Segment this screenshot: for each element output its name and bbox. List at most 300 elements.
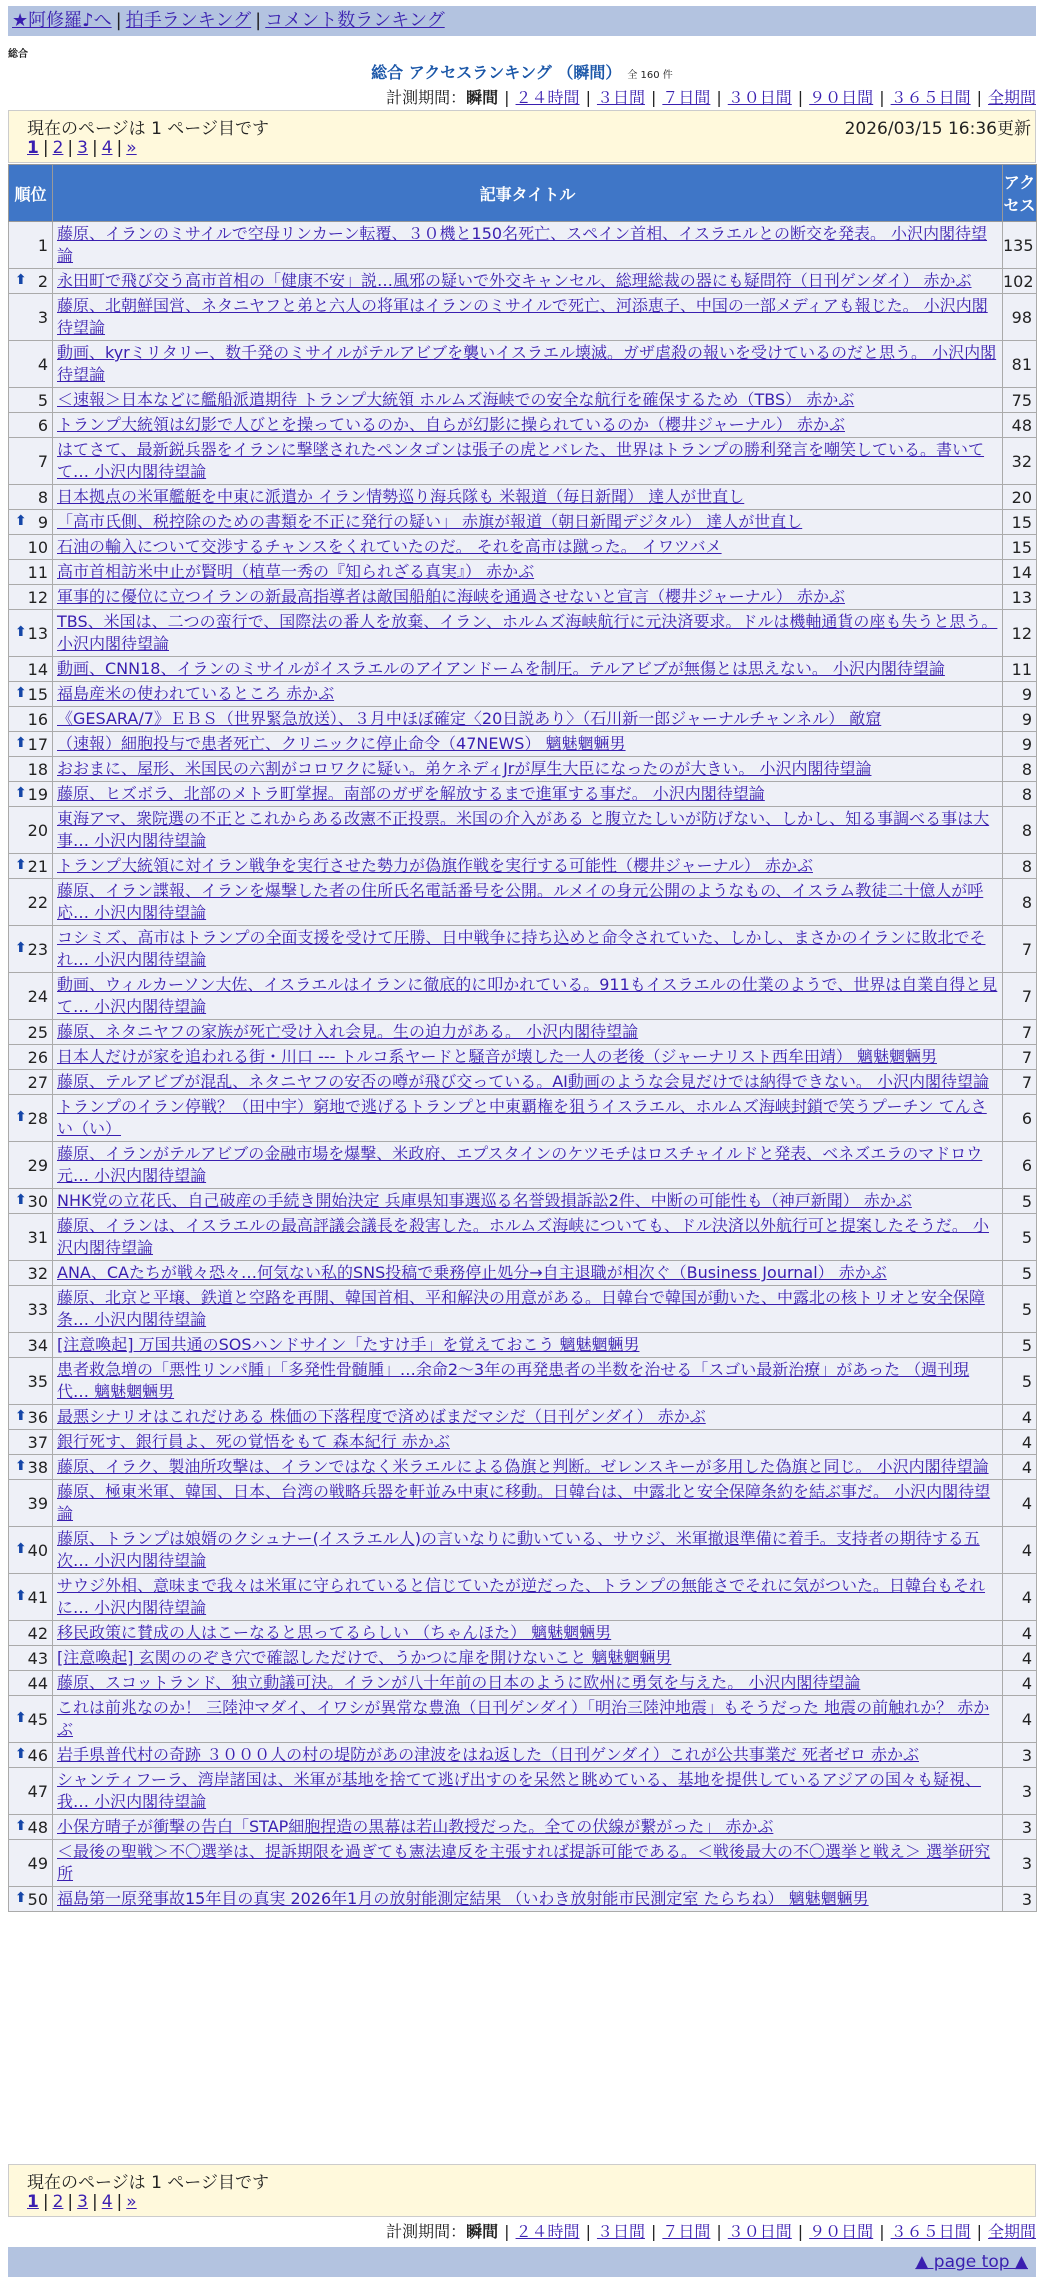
rank-number: 41 <box>27 1587 48 1607</box>
title-cell <box>53 1286 1003 1333</box>
title-cell <box>53 510 1003 535</box>
rank-cell <box>9 732 53 757</box>
separator: | <box>42 138 49 158</box>
separator: | <box>879 88 885 107</box>
access-count: 15 <box>1003 510 1037 535</box>
table-row <box>9 1430 1037 1455</box>
access-count: 3 <box>1003 1815 1037 1840</box>
title-cell <box>53 1696 1003 1743</box>
title-cell <box>53 1815 1003 1840</box>
next-page-link[interactable]: » <box>126 2192 137 2212</box>
title-cell <box>53 222 1003 269</box>
article-link[interactable]: ＜速報＞日本などに艦船派遣期待 トランプ大統領 ホルムズ海峡での安全な航行を確保するため（TBS） 赤かぶ <box>57 390 855 409</box>
rank-number: 8 <box>37 487 48 507</box>
title-cell <box>53 1020 1003 1045</box>
table-row <box>9 485 1037 510</box>
separator: | <box>255 10 262 31</box>
table-row <box>9 610 1037 657</box>
rank-cell <box>9 1286 53 1333</box>
title-cell <box>53 1045 1003 1070</box>
title-cell <box>53 610 1003 657</box>
rank-up-arrow-icon: ⬆ <box>15 1817 27 1834</box>
access-count: 5 <box>1003 1286 1037 1333</box>
rank-number: 5 <box>37 390 48 410</box>
separator: | <box>504 88 510 107</box>
access-count: 3 <box>1003 1743 1037 1768</box>
rank-up-arrow-icon: ⬆ <box>15 1108 27 1125</box>
separator: | <box>585 2222 591 2241</box>
rank-number: 46 <box>27 1745 48 1765</box>
separator: | <box>67 138 74 158</box>
rank-number: 35 <box>27 1371 48 1391</box>
article-link[interactable]: 最悪シナリオはこれだけある 株価の下落程度で済めばまだマシだ（日刊ゲンダイ） 赤かぶ <box>57 1407 706 1426</box>
rank-cell <box>9 1189 53 1214</box>
title-cell <box>53 1455 1003 1480</box>
rank-cell <box>9 1045 53 1070</box>
table-row <box>9 585 1037 610</box>
table-row <box>9 341 1037 388</box>
rank-up-arrow-icon: ⬆ <box>15 512 27 529</box>
article-link[interactable]: ＜最後の聖戦＞不〇選挙は、提訴期限を過ぎても憲法違反を主張すれば提訴可能である。＜戦後最大の不〇選挙と戦え＞ 選挙研究所 <box>57 1842 991 1883</box>
table-row <box>9 1455 1037 1480</box>
access-count: 8 <box>1003 879 1037 926</box>
period-option-link[interactable]: ３日間 <box>596 88 645 107</box>
title-cell <box>53 1430 1003 1455</box>
article-link[interactable]: 移民政策に賛成の人はこーなると思ってるらしい （ちゃんほた） 魑魅魍魎男 <box>57 1623 612 1642</box>
period-option-link[interactable]: ９０日間 <box>809 2222 874 2241</box>
title-cell <box>53 1333 1003 1358</box>
access-count: 14 <box>1003 560 1037 585</box>
title-cell <box>53 1621 1003 1646</box>
table-row <box>9 535 1037 560</box>
article-link[interactable]: 《GESARA/7》ＥＢＳ（世界緊急放送）、３月中ほぼ確定〈20日説あり〉（石川新一郎ジャーナルチャンネル） 敵窟 <box>57 709 882 728</box>
ranking-table <box>8 164 1037 1912</box>
page-link[interactable]: 3 <box>77 2192 88 2212</box>
table-row <box>9 1214 1037 1261</box>
rank-cell <box>9 1671 53 1696</box>
article-link[interactable]: 「高市氏側、税控除のための書類を不正に発行の疑い」 赤旗が報道（朝日新聞デジタル） 達人が世直し <box>57 512 803 531</box>
rank-up-arrow-icon: ⬆ <box>15 1889 27 1906</box>
article-link[interactable]: 藤原、イランがテルアビブの金融市場を爆撃、米政府、エプスタインのケツモチはロスチャイルドと発表、ベネズエラのマドロウ元… 小沢内閣待望論 <box>57 1144 983 1185</box>
title-cell <box>53 413 1003 438</box>
title-cell <box>53 1095 1003 1142</box>
access-count: 8 <box>1003 854 1037 879</box>
rank-number: 2 <box>37 271 48 291</box>
title-cell <box>53 1358 1003 1405</box>
article-link[interactable]: NHK党の立花氏、自己破産の手続き開始決定 兵庫県知事選巡る名誉毀損訴訟2件、中断の可能性も（神戸新聞） 赤かぶ <box>57 1191 912 1210</box>
access-count: 3 <box>1003 1768 1037 1815</box>
separator: | <box>504 2222 510 2241</box>
rank-cell <box>9 269 53 294</box>
article-link[interactable]: おおまに、屋形、米国民の六割がコロワクに疑い。弟ケネディJrが厚生大臣になったのが大きい。 小沢内閣待望論 <box>57 759 872 778</box>
rank-number: 44 <box>27 1673 48 1693</box>
rank-cell <box>9 1095 53 1142</box>
access-count: 5 <box>1003 1189 1037 1214</box>
title-cell <box>53 388 1003 413</box>
rank-cell <box>9 757 53 782</box>
access-count: 7 <box>1003 1045 1037 1070</box>
rank-number: 30 <box>27 1191 48 1211</box>
rank-number: 27 <box>27 1072 48 1092</box>
separator: | <box>976 2222 982 2241</box>
title-cell <box>53 585 1003 610</box>
access-count: 6 <box>1003 1142 1037 1189</box>
title-cell <box>53 1070 1003 1095</box>
access-count: 5 <box>1003 1358 1037 1405</box>
table-row <box>9 1480 1037 1527</box>
title-cell <box>53 341 1003 388</box>
rank-cell <box>9 657 53 682</box>
page-top-link[interactable]: ▲ page top ▲ <box>915 2252 1028 2272</box>
article-link[interactable]: （速報）細胞投与で患者死亡、クリニックに停止命令（47NEWS） 魑魅魍魎男 <box>57 734 626 753</box>
top-nav-bar <box>8 6 1036 36</box>
access-count: 4 <box>1003 1671 1037 1696</box>
page-link[interactable]: 1 <box>27 138 39 158</box>
separator: | <box>42 2192 49 2212</box>
rank-number: 38 <box>27 1457 48 1477</box>
rank-number: 39 <box>27 1493 48 1513</box>
header-title: 記事タイトル <box>53 165 1003 222</box>
table-row <box>9 438 1037 485</box>
rank-up-arrow-icon: ⬆ <box>15 1457 27 1474</box>
rank-number: 6 <box>37 415 48 435</box>
article-link[interactable]: 藤原、スコットランド、独立動議可決。イランが八十年前の日本のように欧州に勇気を与えた。 小沢内閣待望論 <box>57 1673 861 1692</box>
article-link[interactable]: 動画、CNN18、イランのミサイルがイスラエルのアイアンドームを制圧。テルアビブが無傷とは思えない。 小沢内閣待望論 <box>57 659 945 678</box>
title-cell <box>53 682 1003 707</box>
article-link[interactable]: 福島第一原発事故15年目の真実 2026年1月の放射能測定結果 （いわき放射能市民測定室 たらちね） 魑魅魍魎男 <box>57 1889 869 1908</box>
article-link[interactable]: 藤原、トランプは娘婿のクシュナー(イスラエル人)の言いなりに動いている、サウジ、米軍撤退準備に着手。支持者の期待する五次… 小沢内閣待望論 <box>57 1529 980 1570</box>
page-title <box>0 60 1044 83</box>
category-label: 総合 <box>8 49 28 60</box>
table-row <box>9 1286 1037 1333</box>
rank-up-arrow-icon: ⬆ <box>15 684 27 701</box>
access-count: 4 <box>1003 1696 1037 1743</box>
rank-up-arrow-icon: ⬆ <box>15 623 27 640</box>
page-info: 現在のページは 1 ページ目です <box>27 119 269 139</box>
title-cell <box>53 294 1003 341</box>
article-link[interactable]: 藤原、イランのミサイルで空母リンカーン転覆、３０機と150名死亡、スペイン首相、イスラエルとの断交を発表。 小沢内閣待望論 <box>57 224 988 265</box>
access-count: 8 <box>1003 782 1037 807</box>
rank-number: 9 <box>37 512 48 532</box>
rank-cell <box>9 1743 53 1768</box>
article-link[interactable]: サウジ外相、意味まで我々は米軍に守られていると信じていたが逆だった、トランプの無能さでそれに気がついた。日韓台もそれに… 小沢内閣待望論 <box>57 1576 986 1617</box>
rank-cell <box>9 1261 53 1286</box>
rank-up-arrow-icon: ⬆ <box>15 1191 27 1208</box>
separator: | <box>716 88 722 107</box>
rank-cell <box>9 1815 53 1840</box>
table-row <box>9 294 1037 341</box>
title-cell <box>53 926 1003 973</box>
table-row <box>9 1768 1037 1815</box>
period-selector-bottom <box>386 2219 1036 2242</box>
bottom-bar <box>8 2247 1036 2277</box>
table-row <box>9 879 1037 926</box>
rank-number: 25 <box>27 1022 48 1042</box>
article-link[interactable]: 永田町で飛び交う高市首相の「健康不安」説…風邪の疑いで外交キャンセル、総理総裁の器にも疑問符（日刊ゲンダイ） 赤かぶ <box>57 271 972 290</box>
access-count: 7 <box>1003 973 1037 1020</box>
rank-up-arrow-icon: ⬆ <box>15 271 27 288</box>
title-cell <box>53 1671 1003 1696</box>
rank-cell <box>9 1646 53 1671</box>
article-link[interactable]: トランプ大統領に対イラン戦争を実行させた勢力が偽旗作戦を実行する可能性（櫻井ジャーナル） 赤かぶ <box>57 856 813 875</box>
table-row <box>9 1070 1037 1095</box>
access-count: 9 <box>1003 732 1037 757</box>
separator: | <box>91 2192 98 2212</box>
separator: | <box>67 2192 74 2212</box>
header-rank: 順位 <box>9 165 53 222</box>
page-link[interactable]: 2 <box>52 138 64 158</box>
article-link[interactable]: 日本拠点の米軍艦艇を中東に派遣か イラン情勢巡り海兵隊も 米報道（毎日新聞） 達人が世直し <box>57 487 745 506</box>
period-option-link[interactable]: ３日間 <box>596 2222 645 2241</box>
period-option-link[interactable]: ９０日間 <box>809 88 874 107</box>
article-link[interactable]: [注意喚起] 玄関ののぞき穴で確認しただけで、うかつに扉を開けないこと 魑魅魍魎男 <box>57 1648 672 1667</box>
rank-cell <box>9 294 53 341</box>
article-link[interactable]: 藤原、北朝鮮国営、ネタニヤフと弟と六人の将軍はイランのミサイルで死亡、河添恵子、中国の一部メディアも報じた。 小沢内閣待望論 <box>57 296 988 337</box>
access-count: 4 <box>1003 1480 1037 1527</box>
article-link[interactable]: 藤原、北京と平壌、鉄道と空路を再開、韓国首相、平和解決の用意がある。日韓台で韓国が動いた、中露北の核トリオと安全保障条… 小沢内閣待望論 <box>57 1288 985 1329</box>
rank-cell <box>9 388 53 413</box>
title-cell <box>53 732 1003 757</box>
page-link[interactable]: 4 <box>101 138 113 158</box>
rank-number: 4 <box>37 354 48 374</box>
article-link[interactable]: TBS、米国は、二つの蛮行で、国際法の番人を放棄、イラン、ホルムズ海峡航行に元決済要求。ドルは機軸通貨の座も失うと思う。 小沢内閣待望論 <box>57 612 998 653</box>
title-cell <box>53 438 1003 485</box>
title-cell <box>53 879 1003 926</box>
rank-number: 33 <box>27 1299 48 1319</box>
rank-number: 50 <box>27 1889 48 1909</box>
title-cell <box>53 560 1003 585</box>
period-option-current: 瞬間 <box>466 88 499 107</box>
table-row <box>9 1621 1037 1646</box>
table-row <box>9 973 1037 1020</box>
table-row <box>9 1333 1037 1358</box>
rank-number: 7 <box>37 451 48 471</box>
separator: | <box>115 10 122 31</box>
access-count: 3 <box>1003 1887 1037 1912</box>
page-links <box>27 138 137 158</box>
rank-cell <box>9 1480 53 1527</box>
title-cell <box>53 1261 1003 1286</box>
rank-number: 3 <box>37 307 48 327</box>
access-count: 75 <box>1003 388 1037 413</box>
rank-cell <box>9 413 53 438</box>
access-count: 13 <box>1003 585 1037 610</box>
article-link[interactable]: 藤原、イラン諜報、イランを爆撃した者の住所氏名電話番号を公開。ルメイの身元公開のようなもの、イスラム教徒二十億人が呼応… 小沢内閣待望論 <box>57 881 984 922</box>
updated-time: 2026/03/15 16:36更新 <box>844 119 1031 139</box>
article-link[interactable]: 動画、kyrミリタリー、数千発のミサイルがテルアビブを襲いイスラエル壊滅。ガザ虐殺の報いを受けているのだと思う。 小沢内閣待望論 <box>57 343 997 384</box>
separator: | <box>716 2222 722 2241</box>
rank-cell <box>9 560 53 585</box>
rank-number: 36 <box>27 1407 48 1427</box>
article-link[interactable]: 銀行死す、銀行員よ、死の覚悟をもて 森本紀行 赤かぶ <box>57 1432 450 1451</box>
rank-cell <box>9 1840 53 1887</box>
rank-up-arrow-icon: ⬆ <box>15 939 27 956</box>
access-count: 81 <box>1003 341 1037 388</box>
separator: | <box>650 2222 657 2241</box>
rank-number: 13 <box>27 623 48 643</box>
rank-cell <box>9 1455 53 1480</box>
rank-number: 43 <box>27 1648 48 1668</box>
title-cell <box>53 1646 1003 1671</box>
article-link[interactable]: ANA、CAたちが戦々恐々…何気ない私的SNS投稿で乗務停止処分→自主退職が相次ぐ（Business Journal） 赤かぶ <box>57 1263 887 1282</box>
period-option-link[interactable]: ２４時間 <box>515 88 580 107</box>
pager-top <box>8 110 1036 163</box>
rank-up-arrow-icon: ⬆ <box>15 734 27 751</box>
article-link[interactable]: 藤原、テルアビブが混乱、ネタニヤフの安否の噂が飛び交っている。AI動画のような会見だけでは納得できない。 小沢内閣待望論 <box>57 1072 989 1091</box>
rank-number: 14 <box>27 659 48 679</box>
rank-cell <box>9 1214 53 1261</box>
period-option-link[interactable]: 全期間 <box>987 2222 1036 2241</box>
table-row <box>9 388 1037 413</box>
title-cell <box>53 269 1003 294</box>
period-option-link[interactable]: ３０日間 <box>727 88 792 107</box>
access-count: 4 <box>1003 1621 1037 1646</box>
rank-number: 21 <box>27 856 48 876</box>
period-selector-top <box>386 85 1036 108</box>
rank-cell <box>9 1142 53 1189</box>
article-link[interactable]: 東海アマ、衆院選の不正とこれからある改憲不正投票。米国の介入がある と腹立たしいが防げない、しかし、知る事調べる事は大事… 小沢内閣待望論 <box>57 809 990 850</box>
page-link[interactable]: 4 <box>101 2192 113 2212</box>
article-link[interactable]: 患者救急増の「悪性リンパ腫」「多発性骨髄腫」…余命2～3年の再発患者の半数を治せる「スゴい最新治療」があった （週刊現代… 魑魅魍魎男 <box>57 1360 970 1401</box>
table-row <box>9 1696 1037 1743</box>
article-link[interactable]: 軍事的に優位に立つイランの新最高指導者は敵国船舶に海峡を通過させないと宣言（櫻井ジャーナル） 赤かぶ <box>57 587 845 606</box>
access-count: 3 <box>1003 1840 1037 1887</box>
title-cell <box>53 657 1003 682</box>
rank-number: 22 <box>27 892 48 912</box>
rank-up-arrow-icon: ⬆ <box>15 856 27 873</box>
access-count: 4 <box>1003 1646 1037 1671</box>
access-count: 11 <box>1003 657 1037 682</box>
page-link[interactable]: 2 <box>52 2192 64 2212</box>
rank-number: 15 <box>27 684 48 704</box>
access-count: 135 <box>1003 222 1037 269</box>
article-link[interactable]: 福島産米の使われているところ 赤かぶ <box>57 684 335 703</box>
access-count: 7 <box>1003 1020 1037 1045</box>
period-option-link[interactable]: ７日間 <box>662 2222 711 2241</box>
access-count: 7 <box>1003 926 1037 973</box>
rank-cell <box>9 222 53 269</box>
table-row <box>9 269 1037 294</box>
article-link[interactable]: 藤原、イラク、製油所攻撃は、イランではなく米ラエルによる偽旗と判断。ゼレンスキーが多用した偽旗と同じ。 小沢内閣待望論 <box>57 1457 989 1476</box>
access-count: 102 <box>1003 269 1037 294</box>
rank-number: 12 <box>27 587 48 607</box>
pager-bottom <box>8 2164 1036 2217</box>
separator: | <box>797 2222 804 2241</box>
article-link[interactable]: 高市首相訪米中止が賢明（植草一秀の『知られざる真実』） 赤かぶ <box>57 562 535 581</box>
rank-cell <box>9 1887 53 1912</box>
table-row <box>9 1020 1037 1045</box>
comment-ranking-link[interactable]: コメント数ランキング <box>265 10 445 31</box>
rank-number: 28 <box>27 1108 48 1128</box>
title-cell <box>53 535 1003 560</box>
period-option-link[interactable]: ３０日間 <box>727 2222 792 2241</box>
rank-cell <box>9 585 53 610</box>
rank-cell <box>9 1430 53 1455</box>
period-option-link[interactable]: ３６５日間 <box>890 2222 971 2241</box>
table-row <box>9 757 1037 782</box>
rank-number: 26 <box>27 1047 48 1067</box>
rank-number: 48 <box>27 1817 48 1837</box>
article-link[interactable]: 藤原、ヒズボラ、北部のメトラ町掌握。南部のガザを解放するまで進軍する事だ。 小沢内閣待望論 <box>57 784 765 803</box>
article-link[interactable]: シャンティフーラ、湾岸諸国は、米軍が基地を捨てて逃げ出すのを呆然と眺めている、基地を提供しているアジアの国々も疑視、我… 小沢内閣待望論 <box>57 1770 982 1811</box>
title-cell <box>53 1768 1003 1815</box>
period-option-current: 瞬間 <box>466 2222 499 2241</box>
rank-cell <box>9 879 53 926</box>
table-row <box>9 413 1037 438</box>
period-option-link[interactable]: 全期間 <box>987 88 1036 107</box>
rank-number: 1 <box>37 235 48 255</box>
period-option-link[interactable]: ２４時間 <box>515 2222 580 2241</box>
article-link[interactable]: はてさて、最新鋭兵器をイランに撃墜されたペンタゴンは張子の虎とバレた、世界はトランプの勝利発言を嘲笑している。書いてて… 小沢内閣待望論 <box>57 440 985 481</box>
title-cell <box>53 807 1003 854</box>
rank-number: 42 <box>27 1623 48 1643</box>
clap-ranking-link[interactable]: 拍手ランキング <box>125 10 252 31</box>
article-link[interactable]: トランプのイラン停戦？（田中宇）窮地で逃げるトランプと中東覇権を狙うイスラエル、ホルムズ海峡封鎖で笑うプーチン てんさい（い） <box>57 1097 987 1138</box>
rank-cell <box>9 1696 53 1743</box>
table-row <box>9 1358 1037 1405</box>
rank-cell <box>9 707 53 732</box>
table-header-row <box>9 165 1037 222</box>
article-link[interactable]: 動画、ウィルカーソン大佐、イスラエルはイランに徹底的に叩かれている。911もイスラエルの仕業のようで、世界は自業自得と見て… 小沢内閣待望論 <box>57 975 998 1016</box>
next-page-link[interactable]: » <box>126 138 137 158</box>
article-link[interactable]: [注意喚起] 万国共通のSOSハンドサイン「たすけ手」を覚えておこう 魑魅魍魎男 <box>57 1335 640 1354</box>
title-text: 総合 アクセスランキング （瞬間） <box>371 63 622 82</box>
article-link[interactable]: 藤原、イランは、イスラエルの最高評議会議長を殺害した。ホルムズ海峡についても、ドル決済以外航行可と提案したそうだ。 小沢内閣待望論 <box>57 1216 989 1257</box>
rank-cell <box>9 782 53 807</box>
article-link[interactable]: 藤原、極東米軍、韓国、日本、台湾の戦略兵器を軒並み中東に移動。日韓台は、中露北と安全保障条約を結ぶ事だ。 小沢内閣待望論 <box>57 1482 991 1523</box>
table-row <box>9 657 1037 682</box>
rank-cell <box>9 341 53 388</box>
access-count: 6 <box>1003 1095 1037 1142</box>
rank-cell <box>9 610 53 657</box>
rank-up-arrow-icon: ⬆ <box>15 1745 27 1762</box>
rank-cell <box>9 926 53 973</box>
rank-cell <box>9 682 53 707</box>
access-count: 4 <box>1003 1574 1037 1621</box>
table-row <box>9 1887 1037 1912</box>
rank-cell <box>9 1527 53 1574</box>
article-link[interactable]: 日本人だけが家を追われる街・川口 --- トルコ系ヤードと騒音が壊した一人の老後（ジャーナリスト西牟田靖） 魑魅魍魎男 <box>57 1047 937 1066</box>
page-link[interactable]: 3 <box>77 138 88 158</box>
title-cell <box>53 1142 1003 1189</box>
article-link[interactable]: 藤原、ネタニヤフの家族が死亡受け入れ会見。生の迫力がある。 小沢内閣待望論 <box>57 1022 639 1041</box>
access-count: 15 <box>1003 535 1037 560</box>
period-option-link[interactable]: ３６５日間 <box>890 88 971 107</box>
article-link[interactable]: これは前兆なのか！ 三陸沖マダイ、イワシが異常な豊漁（日刊ゲンダイ）「明治三陸沖地震」もそうだった 地震の前触れか？ 赤かぶ <box>57 1698 990 1739</box>
separator: | <box>650 88 657 107</box>
page-link[interactable]: 1 <box>27 2192 39 2212</box>
rank-cell <box>9 1768 53 1815</box>
home-link[interactable]: ★阿修羅♪へ <box>12 10 112 31</box>
period-option-link[interactable]: ７日間 <box>662 88 711 107</box>
table-row <box>9 1743 1037 1768</box>
article-link[interactable]: 石油の輸入について交渉するチャンスをくれていたのだ。 それを高市は蹴った。 イワツバメ <box>57 537 722 556</box>
article-link[interactable]: 岩手県普代村の奇跡 ３０００人の村の堤防があの津波をはね返した（日刊ゲンダイ）これが公共事業だ 死者ゼロ 赤かぶ <box>57 1745 919 1764</box>
title-cell <box>53 1189 1003 1214</box>
separator: | <box>797 88 804 107</box>
rank-cell <box>9 438 53 485</box>
table-row <box>9 707 1037 732</box>
access-count: 4 <box>1003 1430 1037 1455</box>
article-link[interactable]: 小保方晴子が衝撃の告白「STAP細胞捏造の黒幕は若山教授だった。全ての伏線が繋がった」 赤かぶ <box>57 1817 774 1836</box>
article-link[interactable]: コシミズ、高市はトランプの全面支援を受けて圧勝、日中戦争に持ち込めと命令されていた、しかし、まさかのイランに敗北でそれ… 小沢内閣待望論 <box>57 928 986 969</box>
table-row <box>9 1045 1037 1070</box>
rank-number: 18 <box>27 759 48 779</box>
separator: | <box>879 2222 885 2241</box>
rank-number: 40 <box>27 1540 48 1560</box>
rank-cell <box>9 485 53 510</box>
article-link[interactable]: トランプ大統領は幻影で人びとを操っているのか、自らが幻影に操られているのか（櫻井ジャーナル） 赤かぶ <box>57 415 845 434</box>
